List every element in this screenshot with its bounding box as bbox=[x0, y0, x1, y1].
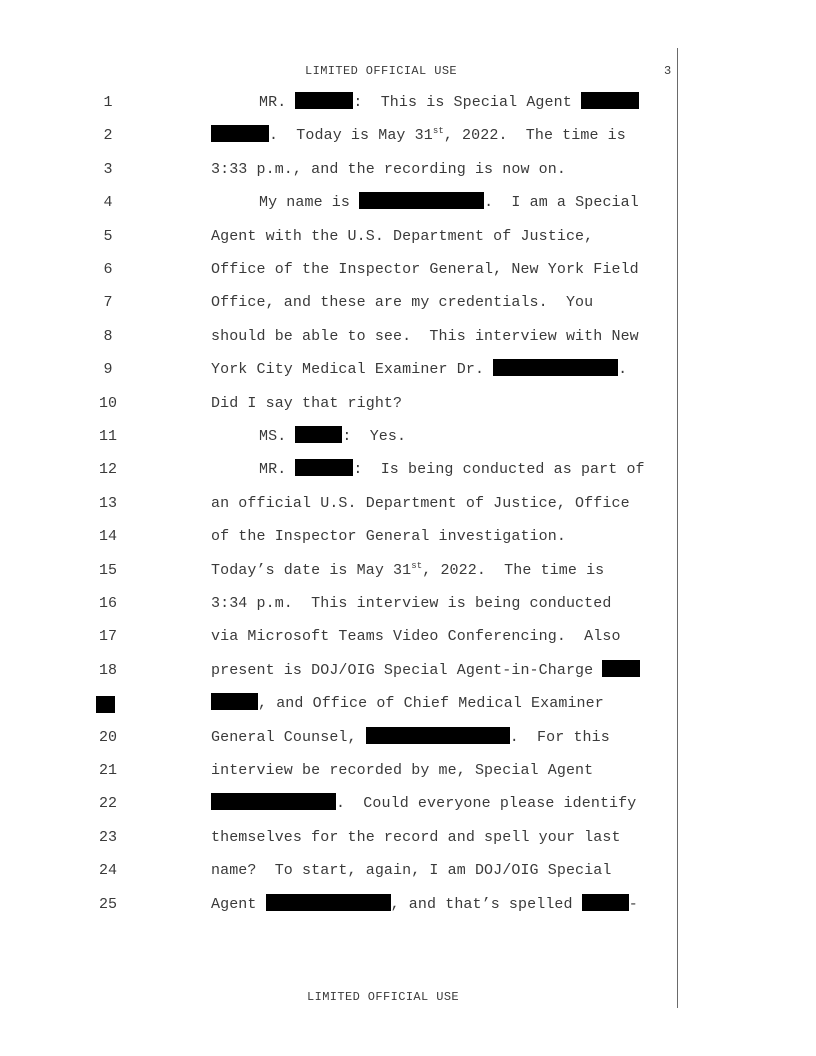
line-number: 22 bbox=[98, 795, 117, 813]
line-number: 7 bbox=[103, 294, 113, 312]
redaction-box bbox=[493, 359, 618, 376]
transcript-line bbox=[0, 124, 816, 148]
text-segment: 3:33 p.m., and the recording is now on. bbox=[211, 160, 566, 178]
text-segment: My name is bbox=[259, 194, 360, 212]
text-segment: Office of the Inspector General, New York Field bbox=[211, 261, 639, 278]
transcript-line bbox=[0, 291, 816, 315]
line-text bbox=[259, 91, 639, 115]
line-text bbox=[211, 759, 593, 783]
line-text bbox=[211, 559, 604, 583]
line-number: 18 bbox=[98, 661, 117, 679]
text-segment: Today’s date is May 31 bbox=[211, 561, 412, 579]
line-text bbox=[211, 158, 566, 182]
line-text bbox=[211, 325, 639, 349]
transcript-line bbox=[0, 792, 816, 816]
line-text bbox=[211, 258, 639, 282]
line-number: 9 bbox=[103, 361, 113, 379]
redaction-box bbox=[295, 92, 353, 109]
page-number: 3 bbox=[664, 64, 672, 78]
text-segment: , 2022. The time is bbox=[422, 561, 605, 579]
transcript-line bbox=[0, 258, 816, 282]
transcript-line bbox=[0, 759, 816, 783]
line-number: 11 bbox=[98, 428, 117, 445]
transcript-line bbox=[0, 392, 816, 416]
line-number: 25 bbox=[98, 895, 117, 913]
line-number: 21 bbox=[98, 762, 117, 779]
line-text bbox=[211, 659, 640, 683]
transcript-line bbox=[0, 358, 816, 382]
line-text bbox=[259, 425, 406, 449]
line-number: 15 bbox=[98, 561, 117, 579]
text-segment: , and Office of Chief Medical Examiner bbox=[258, 695, 604, 713]
line-text bbox=[211, 726, 610, 750]
redaction-box bbox=[211, 693, 258, 710]
text-segment: interview be recorded by me, Special Agent bbox=[211, 762, 594, 779]
line-number: 17 bbox=[98, 628, 117, 646]
line-number: 10 bbox=[98, 394, 117, 412]
line-text bbox=[211, 358, 627, 382]
redacted-line-number bbox=[96, 696, 115, 713]
line-text bbox=[211, 392, 402, 416]
transcript-line bbox=[0, 893, 816, 917]
transcript-line bbox=[0, 191, 816, 215]
text-segment: an official U.S. Department of Justice, Office bbox=[211, 494, 630, 512]
line-text bbox=[211, 625, 621, 649]
line-text bbox=[211, 525, 566, 549]
text-segment: . bbox=[618, 361, 628, 379]
transcript-line bbox=[0, 826, 816, 850]
line-number: 16 bbox=[98, 595, 117, 612]
transcript-line bbox=[0, 492, 816, 516]
text-segment: themselves for the record and spell your last bbox=[211, 828, 621, 846]
transcript-line bbox=[0, 425, 816, 449]
text-segment: . I am a Special bbox=[484, 194, 639, 212]
redaction-box bbox=[266, 894, 391, 911]
line-text bbox=[259, 191, 639, 215]
text-segment: . Today is May 31 bbox=[269, 127, 433, 145]
line-number: 20 bbox=[98, 728, 117, 746]
redaction-box bbox=[211, 125, 269, 142]
ordinal-suffix: st bbox=[432, 126, 444, 137]
text-segment: Office, and these are my credentials. You bbox=[211, 294, 594, 312]
transcript-line bbox=[0, 859, 816, 883]
transcript-line bbox=[0, 91, 816, 115]
redaction-box bbox=[581, 92, 639, 109]
line-text bbox=[211, 492, 630, 516]
text-segment: . Could everyone please identify bbox=[336, 795, 637, 813]
redaction-box bbox=[366, 727, 510, 744]
text-segment: : This is Special Agent bbox=[353, 94, 581, 111]
text-segment: Did I say that right? bbox=[211, 394, 403, 412]
text-segment: General Counsel, bbox=[211, 728, 366, 746]
text-segment: 3:34 p.m. This interview is being conducted bbox=[211, 595, 612, 612]
line-text bbox=[211, 225, 593, 249]
text-segment: Agent with the U.S. Department of Justice, bbox=[211, 227, 594, 245]
text-segment: : Yes. bbox=[342, 428, 407, 445]
page-footer: LIMITED OFFICIAL USE bbox=[307, 990, 460, 1004]
line-number: 1 bbox=[103, 94, 113, 111]
line-number: 3 bbox=[103, 160, 113, 178]
transcript-line bbox=[0, 325, 816, 349]
text-segment: York City Medical Examiner Dr. bbox=[211, 361, 494, 379]
text-segment: - bbox=[628, 895, 638, 913]
line-text bbox=[211, 291, 593, 315]
line-text bbox=[211, 592, 611, 616]
line-number: 14 bbox=[98, 528, 117, 546]
transcript-line bbox=[0, 158, 816, 182]
line-number: 6 bbox=[103, 261, 113, 278]
transcript-line bbox=[0, 659, 816, 683]
line-number: 5 bbox=[103, 227, 113, 245]
ordinal-suffix: st bbox=[411, 560, 423, 571]
text-segment: MS. bbox=[259, 428, 296, 445]
transcript-line bbox=[0, 458, 816, 482]
text-segment: via Microsoft Teams Video Conferencing. Also bbox=[211, 628, 621, 646]
redaction-box bbox=[295, 426, 342, 443]
redaction-box bbox=[359, 192, 484, 209]
text-segment: : Is being conducted as part of bbox=[353, 461, 645, 479]
text-segment: of the Inspector General investigation. bbox=[211, 528, 566, 546]
line-text bbox=[211, 826, 621, 850]
text-segment: present is DOJ/OIG Special Agent-in-Charge bbox=[211, 661, 603, 679]
redaction-box bbox=[602, 660, 640, 677]
transcript-line bbox=[0, 625, 816, 649]
text-segment: , and that’s spelled bbox=[390, 895, 582, 913]
line-number: 23 bbox=[98, 828, 117, 846]
transcript-line bbox=[0, 559, 816, 583]
transcript-line bbox=[0, 692, 816, 716]
line-number: 8 bbox=[103, 327, 113, 345]
line-number: 2 bbox=[103, 127, 113, 145]
redaction-box bbox=[211, 793, 336, 810]
text-segment: Agent bbox=[211, 895, 266, 913]
line-number: 13 bbox=[98, 494, 117, 512]
line-number: 4 bbox=[103, 194, 113, 212]
page-header: LIMITED OFFICIAL USE bbox=[305, 64, 458, 78]
transcript-line bbox=[0, 592, 816, 616]
redaction-box bbox=[295, 459, 353, 476]
transcript-line bbox=[0, 726, 816, 750]
line-text bbox=[259, 458, 645, 482]
transcript-line bbox=[0, 225, 816, 249]
transcript-line bbox=[0, 525, 816, 549]
text-segment: . For this bbox=[509, 728, 610, 746]
line-text bbox=[211, 792, 636, 816]
line-number: 24 bbox=[98, 862, 117, 880]
redaction-box bbox=[582, 894, 629, 911]
line-number: 12 bbox=[98, 461, 117, 479]
line-text bbox=[211, 859, 611, 883]
line-text bbox=[211, 692, 604, 716]
text-segment: , 2022. The time is bbox=[443, 127, 626, 145]
line-text bbox=[211, 124, 626, 148]
text-segment: name? To start, again, I am DOJ/OIG Special bbox=[211, 862, 612, 880]
text-segment: should be able to see. This interview with New bbox=[211, 327, 639, 345]
text-segment: MR. bbox=[259, 461, 296, 479]
text-segment: MR. bbox=[259, 94, 296, 111]
line-text bbox=[211, 893, 638, 917]
